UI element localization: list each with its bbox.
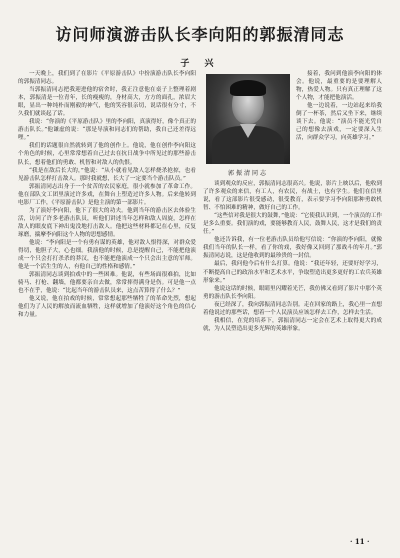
paragraph: 郭振清同志出身于一个贫苦的农民家庭，很小就参加了革命工作。他在部队文工团里演过许多戏，在舞台上塑造过许多人物。后来他转到电影厂工作，《平原游击队》是他主演的第一部影片。 [18, 183, 196, 206]
paragraph: 郭振清同志谈到拍戏中的一些困难。他说，有些场面很难拍，比如骑马、打枪、翻墙，他都要亲自去做，常常摔得满身是伤。可是他一点也不在乎，他说：“比起当年的游击队员来，这点苦算得了什么？” [18, 272, 196, 295]
paragraph: “我是在敌后长大的，”他说：“从小就看见敌人怎样烧杀抢掠，也看见游击队怎样打击敌人。那时我就想，长大了一定要当个游击队员。” [18, 167, 196, 182]
paragraph: 为了演好李向阳，他下了很大的功夫。他到当年的游击区去体验生活，访问了许多老游击队员，听他们讲述当年怎样和敌人周旋，怎样在敌人的眼皮底下神出鬼没地打击敌人。他把这些材料都记在心里，反复琢磨，揣摩李向阳这个人物的思想感情。 [18, 207, 196, 238]
article-author: 子 兴 [180, 59, 220, 69]
paragraph: 我相信，在党的培养下，郭振清同志一定会在艺术上取得更大的成就，为人民塑造出更多光辉的英雄形象。 [203, 317, 382, 332]
paragraph: 我们的话题很自然就转到了他的创作上。他说，他在创作李向阳这个角色的时候，心里常常想着自己过去在抗日战争中所见过的那些游击队长，想着他们的勇敢、机智和对敌人的仇恨。 [18, 143, 196, 166]
paragraph: 当郭振清同志把我迎进他的宿舍时，我正注意他在桌子上整理着剧本，郭振清是一位青年，长的瘦瘦的，身材高大，方方的面孔，浓眉大眼，显出一种纯朴而刚毅的神气，他的笑容很亲切，说话很有分寸，不久我们就谈起了话。 [18, 87, 196, 118]
paragraph: 我说：“你演的《平原游击队》里的李向阳，真演得好，像个真正的游击队长。”他谦虚的说：“那是导演和同志们的帮助，我自己还差得远哩。” [18, 119, 196, 142]
paragraph: 夜已经深了，我向郭振清同志告别。走在回家的路上，我心里一直想着他说过的那些话，想着一个人民演员应该怎样去工作，怎样去生活。 [203, 301, 382, 316]
paragraph: 谈到观众的反应，郭振清同志很高兴。他说，影片上映以后，他收到了许多观众的来信，有工人，有农民，有战士，也有学生。他们在信里说，看了这部影片很受感动，很受教育，表示要学习李向阳那种勇敢机智、不怕困难的精神，做好自己的工作。 [203, 181, 382, 212]
paragraph: 他一边说着，一边站起来给我倒了一杯茶，然后又坐下来，继续谈下去。他说：“演员不能光凭自己的想像去演戏，一定要深入生活，向群众学习，向英雄学习。” [296, 103, 382, 142]
paragraph: 他说这话的时候，眼睛里闪耀着光芒，我仿佛又看到了影片中那个英勇的游击队长李向阳。 [203, 285, 382, 300]
article-title: 访问师演游击队长李向阳的郭振清同志 [55, 25, 345, 44]
portrait-hair [230, 80, 266, 96]
paragraph: 接着，我问到他演李向阳的体会。他说，最重要的是要理解人物，热爱人物。只有真正理解了这个人物，才能把他演活。 [296, 71, 382, 102]
paragraph: 最后，我问他今后有什么打算。他说：“我还年轻，还要好好学习，不断提高自己的政治水平和艺术水平，争取塑造出更多更好的工农兵英雄形象来。” [203, 261, 383, 284]
paragraph: “这些信对我是很大的鼓舞，”他说：“它使我认识到，一个演员的工作是多么重要。我们演的戏，要能够教育人民，鼓舞人民，这才是我们的责任。” [203, 213, 383, 236]
paragraph: 一天晚上，我们到了在影片《平原游击队》中扮演游击队长李向阳的郭振清同志。 [18, 71, 196, 86]
right-column-bottom [203, 180, 382, 333]
left-column [18, 70, 196, 319]
paragraph: 他说：“李向阳是一个有勇有谋的英雄，他对敌人恨得深，对群众爱得切，他胆子大，心也细。我演他的时候，总是提醒自己，不能把他演成一个只会打打杀杀的莽汉，也不能把他演成一个只会出主意的军师。他是一个活生生的人，有他自己的性格和感情。” [18, 239, 196, 271]
page-number: · 11 · [350, 537, 370, 546]
right-column-top [296, 70, 382, 142]
paragraph: 他又说，他在拍戏的时候，常常想起那些牺牲了的革命先烈，想起他们为了人民的解放而流血牺牲，这样就增加了他演好这个角色的信心和力量。 [18, 296, 196, 319]
photo-caption: 郭振清同志 [227, 170, 268, 177]
paragraph: 他还告诉我，有一位老游击队员给他写信说：“你演的李向阳，就像我们当年的队长一样，看了你的戏，我好像又回到了那战斗的年月。”郭振清同志说，这是他收到的最珍贵的一封信。 [203, 237, 382, 260]
portrait-photo [206, 74, 290, 164]
